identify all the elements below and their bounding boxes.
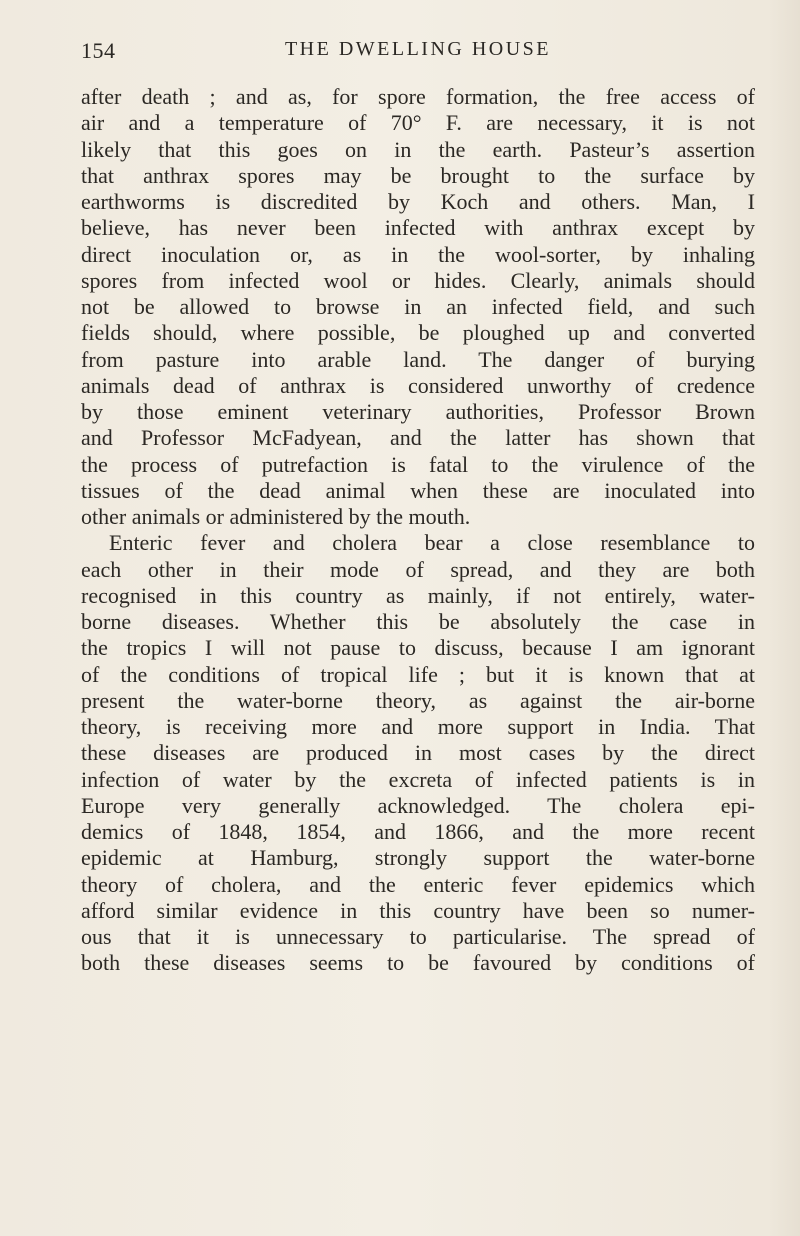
- text-line: believe, has never been infected with anthrax except by: [81, 215, 755, 241]
- text-line: afford similar evidence in this country have been so numer-: [81, 897, 755, 923]
- text-line: likely that this goes on in the earth. Pasteur’s assertion: [81, 136, 755, 162]
- text-line: that anthrax spores may be brought to the surface by: [81, 162, 755, 188]
- text-line: each other in their mode of spread, and they are both: [81, 556, 755, 582]
- text-line: infection of water by the excreta of infected patients is in: [81, 766, 755, 792]
- text-line: the tropics I will not pause to discuss, because I am ignorant: [81, 635, 755, 661]
- text-line: Europe very generally acknowledged. The cholera epi-: [81, 792, 755, 818]
- paragraph-end-line: other animals or administered by the mouth.: [81, 504, 471, 529]
- text-line: ous that it is unnecessary to particularise. The spread of: [81, 924, 755, 949]
- text-line: present the water-borne theory, as against the air-borne: [81, 687, 755, 713]
- text-line: from pasture into arable land. The danger of burying: [81, 346, 755, 372]
- text-line: these diseases are produced in most cases by the direct: [81, 740, 755, 766]
- page-number: 154: [81, 38, 116, 63]
- text-line: animals dead of anthrax is considered unworthy of credence: [81, 372, 755, 398]
- running-title: THE DWELLING HOUSE: [284, 38, 552, 60]
- text-line: tissues of the dead animal when these are inoculated into: [81, 477, 755, 503]
- text-line: and Professor McFadyean, and the latter has shown that: [81, 425, 755, 451]
- text-line: direct inoculation or, as in the wool-sorter, by inhaling: [81, 241, 755, 267]
- text-line: epidemic at Hamburg, strongly support the water-borne: [81, 845, 755, 871]
- text-line: borne diseases. Whether this be absolutely the case in: [81, 609, 755, 634]
- text-line: demics of 1848, 1854, and 1866, and the more recent: [81, 819, 755, 844]
- text-line: not be allowed to browse in an infected field, and such: [81, 294, 755, 319]
- text-line: of the conditions of tropical life ; but it is known that at: [81, 661, 755, 687]
- body-text: [81, 84, 755, 977]
- text-line: recognised in this country as mainly, if not entirely, water-: [81, 582, 755, 608]
- text-line: earthworms is discredited by Koch and others. Man, I: [81, 189, 755, 214]
- running-head: [81, 38, 755, 68]
- text-line: both these diseases seems to be favoured by conditions of: [81, 950, 755, 976]
- text-line: theory, is receiving more and more support in India. That: [81, 714, 755, 739]
- text-line: after death ; and as, for spore formation, the free access of: [81, 84, 755, 109]
- text-line: spores from infected wool or hides. Clearly, animals should: [81, 267, 755, 293]
- text-line: the process of putrefaction is fatal to the virulence of the: [81, 451, 755, 477]
- text-line: air and a temperature of 70° F. are necessary, it is not: [81, 110, 755, 136]
- text-line: theory of cholera, and the enteric fever epidemics which: [81, 871, 755, 897]
- text-line: by those eminent veterinary authorities, Professor Brown: [81, 399, 755, 424]
- paragraph-start-line: Enteric fever and cholera bear a close resemblance to: [109, 530, 755, 556]
- text-line: fields should, where possible, be ploughed up and converted: [81, 320, 755, 346]
